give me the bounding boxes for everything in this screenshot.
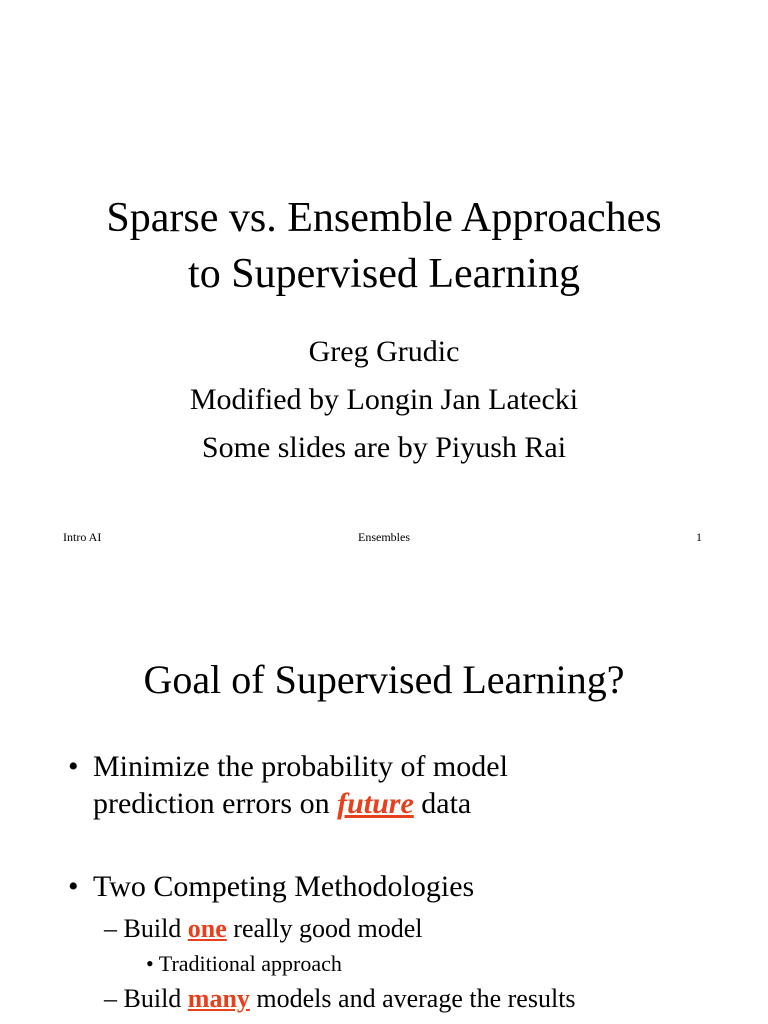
slide-2 (0, 576, 768, 1024)
slide-title-line-1: Sparse vs. Ensemble Approaches (106, 195, 662, 241)
modified-by: Modified by Longin Jan Latecki (189, 383, 579, 416)
bullet-1-mark: • (68, 750, 79, 783)
footer-page-number: 1 (696, 530, 702, 544)
emphasis-future: future (337, 787, 414, 820)
slide-credit: Some slides are by Piyush Rai (201, 431, 567, 464)
bullet-1 (68, 752, 748, 832)
sub-bullet-many-models (104, 986, 576, 1012)
bullet-2-text: Two Competing Methodologies (93, 870, 475, 903)
author: Greg Grudic (308, 335, 460, 368)
bullet-2 (68, 872, 748, 912)
footer-topic: Ensembles (358, 530, 410, 544)
bullet-1-line-1: Minimize the probability of model (93, 750, 508, 783)
sub-bullet-2-pre: – Build (104, 984, 188, 1013)
sub-bullet-one-model (104, 916, 422, 942)
bullet-1-line-2 (93, 789, 471, 819)
bullet-1-line-2-post: data (413, 787, 472, 820)
slide-title-line-2: to Supervised Learning (188, 251, 580, 297)
slide-2-title: Goal of Supervised Learning? (143, 657, 625, 702)
sub-sub-bullet-traditional: • Traditional approach (146, 951, 342, 976)
emphasis-many: many (187, 984, 250, 1013)
bullet-1-line-2-pre: prediction errors on (93, 787, 338, 820)
sub-bullet-1-post: really good model (226, 914, 423, 943)
bullet-2-mark: • (68, 870, 79, 903)
sub-bullet-2-post: models and average the results (249, 984, 576, 1013)
emphasis-one: one (187, 914, 227, 943)
sub-bullet-1-pre: – Build (104, 914, 188, 943)
footer-course: Intro AI (63, 530, 102, 544)
